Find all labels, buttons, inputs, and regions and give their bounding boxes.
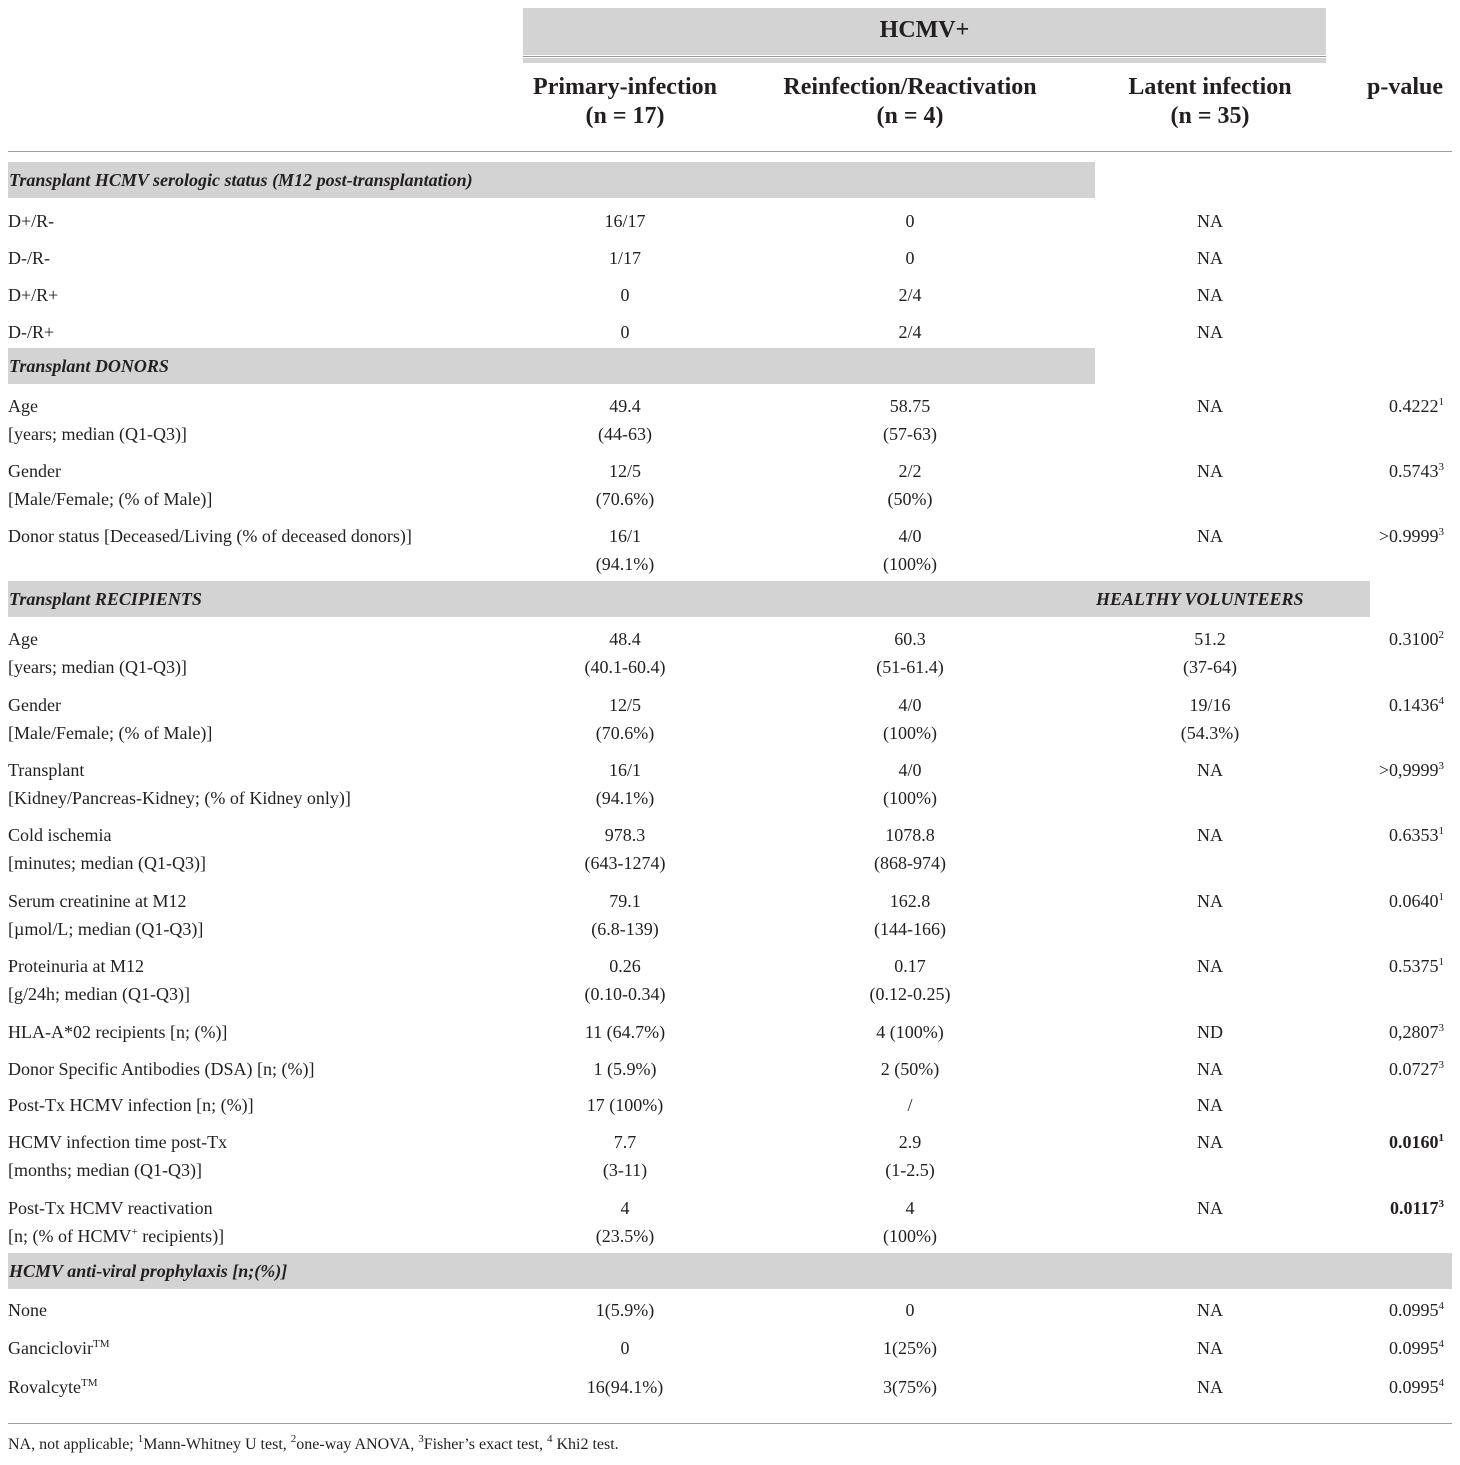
reinfection-range: (51-61.4)	[876, 657, 944, 677]
table-footnote: NA, not applicable; $^1$Mann-Whitney U test, $^2$one-way ANOVA, $^3$Fisher’s exact test, $^4$ Khi2 test.	[8, 1433, 619, 1453]
primary-range: (0.10-0.34)	[584, 984, 666, 1004]
p-value: 0,2807$^3$	[1389, 1022, 1444, 1042]
primary-value: 7.7	[613, 1132, 637, 1152]
latent-range: (54.3%)	[1180, 723, 1240, 743]
p-value: 0.4222$^1$	[1389, 396, 1444, 416]
reinfection-value: 0	[905, 1300, 915, 1320]
reinfection-value: 1078.8	[885, 825, 935, 845]
p-value: 0.0995$^4$	[1389, 1377, 1444, 1397]
latent-value: NA	[1197, 825, 1223, 845]
primary-range: (23.5%)	[595, 1226, 655, 1246]
primary-value: 16/1	[608, 760, 641, 780]
col-title: Reinfection/Reactivation	[783, 74, 1037, 100]
latent-value: NA	[1197, 1300, 1223, 1320]
test-superscript: 4	[1438, 695, 1444, 707]
reinfection-range: (0.12-0.25)	[869, 984, 951, 1004]
latent-value: 19/16	[1189, 695, 1231, 715]
row-label: None	[8, 1300, 47, 1320]
row-label: Transplant	[8, 760, 85, 780]
section-serologic-status: Transplant HCMV serologic status (M12 post-transplantation)	[8, 162, 1095, 198]
row-sublabel: [Male/Female; (% of Male)]	[8, 723, 213, 743]
reinfection-range: (50%)	[887, 489, 933, 509]
p-value: 0.5375$^1$	[1389, 956, 1444, 976]
test-superscript: 3	[1438, 1198, 1444, 1210]
primary-value: 48.4	[609, 629, 641, 649]
trademark-superscript: TM	[92, 1338, 110, 1350]
reinfection-range: (144-166)	[874, 919, 946, 939]
primary-range: (70.6%)	[595, 723, 655, 743]
row-sublabel: [Kidney/Pancreas-Kidney; (% of Kidney only)]	[8, 788, 351, 808]
row-label: Age	[8, 629, 38, 649]
primary-range: (94.1%)	[595, 554, 655, 574]
row-label: Post-Tx HCMV infection [n; (%)]	[8, 1095, 254, 1115]
primary-value: 12/5	[608, 461, 641, 481]
p-value: 0.0640$^1$	[1389, 891, 1444, 911]
latent-value: NA	[1197, 1338, 1223, 1358]
primary-value: 16(94.1%)	[586, 1377, 664, 1397]
col-n: (n = 4)	[876, 103, 944, 129]
section-antiviral-prophylaxis: HCMV anti-viral prophylaxis [n;(%)]	[8, 1253, 1452, 1289]
header-rule	[8, 151, 1452, 152]
primary-value: 0	[620, 322, 630, 342]
reinfection-value: 2/2	[898, 461, 922, 481]
test-superscript: 1	[1438, 891, 1444, 903]
reinfection-value: 2 (50%)	[880, 1059, 940, 1079]
row-label: Proteinuria at M12	[8, 956, 144, 976]
primary-value: 79.1	[609, 891, 641, 911]
primary-range: (3-11)	[602, 1160, 648, 1180]
col-reinfection-header	[750, 73, 1070, 131]
row-label: Gender	[8, 695, 61, 715]
row-sublabel: [Male/Female; (% of Male)]	[8, 489, 213, 509]
test-superscript: 3	[1438, 760, 1444, 772]
reinfection-value: 60.3	[894, 629, 926, 649]
reinfection-range: (100%)	[883, 1226, 937, 1246]
reinfection-value: 0	[905, 211, 915, 231]
row-label: Rovalcyte™	[8, 1377, 98, 1397]
row-label: D-/R-	[8, 248, 50, 268]
test-superscript: 1	[1438, 396, 1444, 408]
test-superscript: 1	[1438, 825, 1444, 837]
p-value: 0.0727$^3$	[1389, 1059, 1444, 1079]
latent-value: NA	[1197, 396, 1223, 416]
row-label: Serum creatinine at M12	[8, 891, 187, 911]
row-label: Cold ischemia	[8, 825, 112, 845]
reinfection-value: 0.17	[894, 956, 926, 976]
col-title: Primary-infection	[533, 74, 717, 100]
header-band-divider	[523, 56, 1326, 57]
row-sublabel: [months; median (Q1-Q3)]	[8, 1160, 202, 1180]
p-value: 0.3100$^2$	[1389, 629, 1444, 649]
row-sublabel: [µmol/L; median (Q1-Q3)]	[8, 919, 204, 939]
reinfection-value: 4/0	[898, 695, 922, 715]
row-label: Gender	[8, 461, 61, 481]
test-superscript: 4	[1438, 1377, 1444, 1389]
row-label: Ganciclovir™	[8, 1338, 110, 1358]
reinfection-value: 4 (100%)	[876, 1022, 944, 1042]
primary-value: 1(5.9%)	[595, 1300, 655, 1320]
test-superscript: 3	[1438, 1022, 1444, 1034]
p-value: 0.0995$^4$	[1389, 1338, 1444, 1358]
reinfection-range: (1-2.5)	[885, 1160, 935, 1180]
latent-value: NA	[1197, 956, 1223, 976]
reinfection-range: (57-63)	[883, 424, 937, 444]
latent-range: (37-64)	[1183, 657, 1237, 677]
primary-value: 0	[620, 1338, 630, 1358]
latent-value: NA	[1197, 1377, 1223, 1397]
latent-value: NA	[1197, 248, 1223, 268]
col-title: Latent infection	[1128, 74, 1292, 100]
p-value: 0.1436$^4$	[1389, 695, 1444, 715]
test-superscript: 4	[1438, 1300, 1444, 1312]
latent-value: NA	[1197, 461, 1223, 481]
primary-value: 1/17	[608, 248, 641, 268]
test-superscript: 2	[1438, 629, 1444, 641]
row-label: Age	[8, 396, 38, 416]
test-superscript: 3	[1438, 1059, 1444, 1071]
primary-value: 17 (100%)	[586, 1095, 664, 1115]
reinfection-value: 0	[905, 248, 915, 268]
reinfection-value: 162.8	[889, 891, 931, 911]
reinfection-value: 4/0	[898, 526, 922, 546]
col-n: (n = 17)	[585, 103, 665, 129]
latent-value: NA	[1197, 1095, 1223, 1115]
reinfection-value: 4/0	[898, 760, 922, 780]
row-sublabel: [years; median (Q1-Q3)]	[8, 424, 187, 444]
primary-value: 1 (5.9%)	[593, 1059, 657, 1079]
latent-value: NA	[1197, 526, 1223, 546]
primary-range: (44-63)	[598, 424, 652, 444]
row-label: Donor Specific Antibodies (DSA) [n; (%)]	[8, 1059, 315, 1079]
p-value: 0.0995$^4$	[1389, 1300, 1444, 1320]
row-sublabel: [years; median (Q1-Q3)]	[8, 657, 187, 677]
row-label: Donor status [Deceased/Living (% of deceased donors)]	[8, 526, 412, 546]
test-superscript: 1	[1438, 1132, 1444, 1144]
reinfection-range: (100%)	[883, 723, 937, 743]
row-label: D+/R+	[8, 285, 59, 305]
col-n: (n = 35)	[1170, 103, 1250, 129]
reinfection-range: (868-974)	[874, 853, 946, 873]
section-transplant-donors: Transplant DONORS	[8, 348, 1095, 384]
row-label: HCMV infection time post-Tx	[8, 1132, 228, 1152]
primary-value: 16/17	[604, 211, 646, 231]
hcmv-group-title: HCMV+	[879, 17, 970, 43]
latent-value: 51.2	[1194, 629, 1226, 649]
latent-value: ND	[1197, 1022, 1223, 1042]
reinfection-range: (100%)	[883, 788, 937, 808]
p-value: $>0,9999^3$	[1378, 760, 1444, 780]
primary-range: (643-1274)	[584, 853, 666, 873]
p-value: 0.6353$^1$	[1389, 825, 1444, 845]
reinfection-value: 3(75%)	[883, 1377, 937, 1397]
primary-range: (94.1%)	[595, 788, 655, 808]
reinfection-value: /	[907, 1095, 913, 1115]
primary-value: 0	[620, 285, 630, 305]
latent-value: NA	[1197, 1132, 1223, 1152]
header-band-underbar	[523, 58, 1326, 63]
row-sublabel: [g/24h; median (Q1-Q3)]	[8, 984, 190, 1004]
p-value: $>0.9999^3$	[1378, 526, 1444, 546]
row-label: Post-Tx HCMV reactivation	[8, 1198, 213, 1218]
latent-value: NA	[1197, 285, 1223, 305]
latent-value: NA	[1197, 891, 1223, 911]
trademark-superscript: TM	[80, 1377, 98, 1389]
latent-value: NA	[1197, 1059, 1223, 1079]
test-superscript: 3	[1438, 461, 1444, 473]
latent-value: NA	[1197, 1198, 1223, 1218]
reinfection-value: 2/4	[898, 285, 922, 305]
primary-range: (40.1-60.4)	[584, 657, 666, 677]
primary-value: 12/5	[608, 695, 641, 715]
primary-value: 16/1	[608, 526, 641, 546]
reinfection-value: 1(25%)	[883, 1338, 937, 1358]
p-value: 0.5743$^3$	[1389, 461, 1444, 481]
test-superscript: 1	[1438, 956, 1444, 968]
test-superscript: 3	[1438, 526, 1444, 538]
primary-value: 4	[620, 1198, 630, 1218]
primary-range: (6.8-139)	[591, 919, 659, 939]
section-healthy-volunteers: HEALTHY VOLUNTEERS	[1096, 589, 1304, 609]
row-label: HLA-A*02 recipients [n; (%)]	[8, 1022, 228, 1042]
primary-value: 0.26	[609, 956, 641, 976]
row-sublabel: [minutes; median (Q1-Q3)]	[8, 853, 206, 873]
col-primary-infection-header	[505, 73, 745, 131]
footer-rule	[8, 1423, 1452, 1424]
latent-value: NA	[1197, 760, 1223, 780]
primary-range: (70.6%)	[595, 489, 655, 509]
primary-value: 11 (64.7%)	[584, 1022, 666, 1042]
row-label: D-/R+	[8, 322, 55, 342]
latent-value: NA	[1197, 211, 1223, 231]
reinfection-value: 4	[905, 1198, 915, 1218]
col-pvalue-header: p-value	[1366, 74, 1443, 100]
p-value-significant: 0.0117$^3$	[1389, 1198, 1444, 1218]
reinfection-value: 2.9	[898, 1132, 922, 1152]
primary-value: 49.4	[609, 396, 641, 416]
primary-value: 978.3	[604, 825, 646, 845]
hcmv-positive-superscript: +	[131, 1226, 138, 1238]
reinfection-value: 58.75	[889, 396, 931, 416]
row-sublabel: [n; (% of HCMV+ recipients)]	[8, 1226, 225, 1246]
col-latent-infection-header	[1090, 73, 1330, 131]
reinfection-range: (100%)	[883, 554, 937, 574]
p-value-significant: 0.0160$^1$	[1389, 1132, 1444, 1152]
row-label: D+/R-	[8, 211, 55, 231]
test-superscript: 4	[1438, 1338, 1444, 1350]
section-transplant-recipients: Transplant RECIPIENTS	[8, 581, 1370, 617]
latent-value: NA	[1197, 322, 1223, 342]
reinfection-value: 2/4	[898, 322, 922, 342]
